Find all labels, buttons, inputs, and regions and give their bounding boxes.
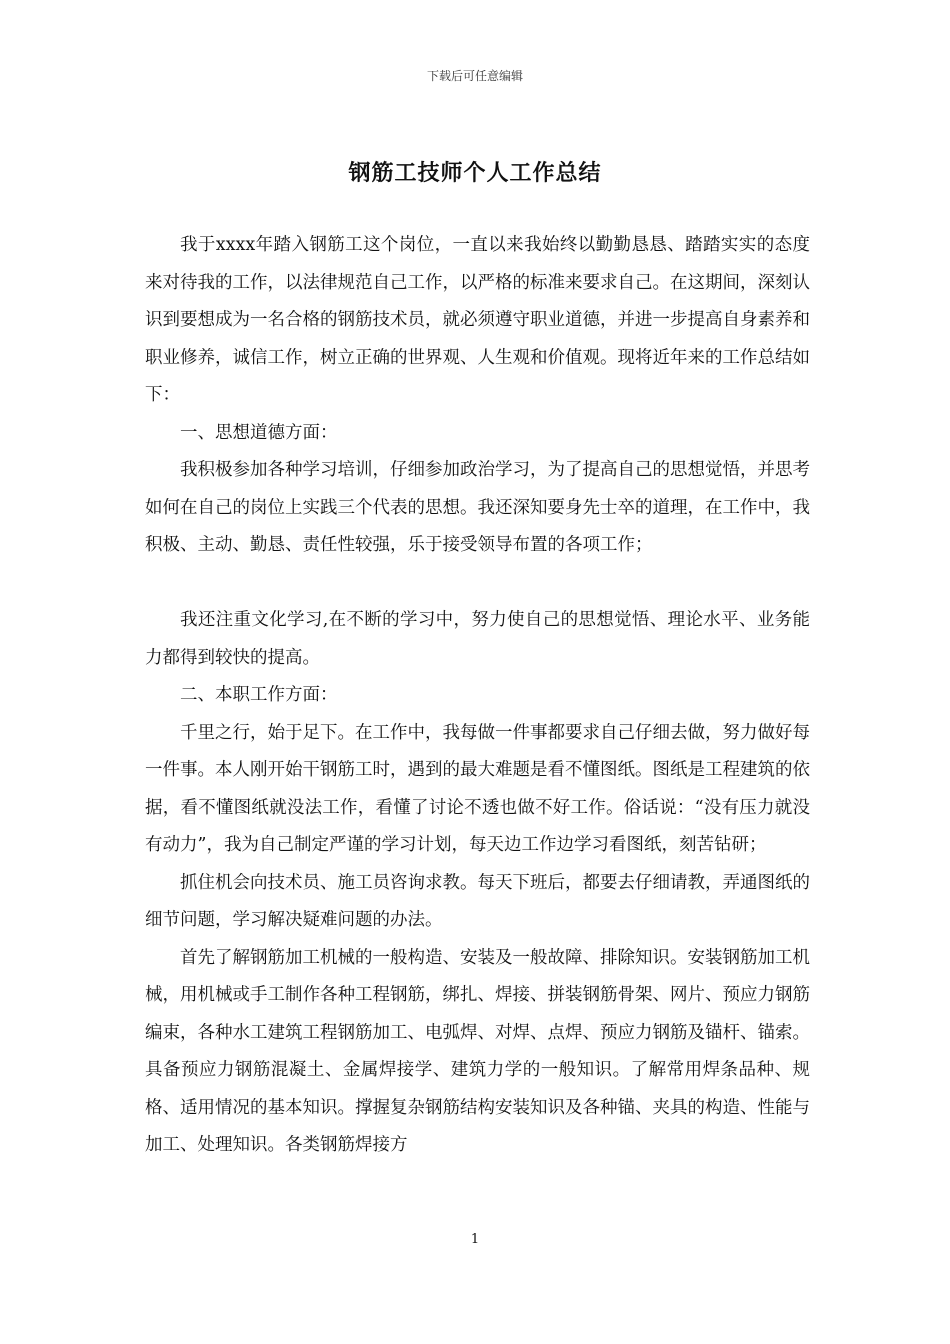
page-number: 1 — [470, 1232, 480, 1247]
paragraph-skills: 首先了解钢筋加工机械的一般构造、安装及一般故障、排除知识。安装钢筋加工机械，用机械或手工制作各种工程钢筋，绑扎、焊接、拼装钢筋骨架、网片、预应力钢筋编束，各种水工建筑工程钢筋加工、电弧焊、对焊、点焊、预应力钢筋及锚杆、锚索。具备预应力钢筋混凝土、金属焊接学、建筑力学的一般知识。了解常用焊条品种、规格、适用情况的基本知识。撑握复杂钢筋结构安装知识及各种锚、夹具的构造、性能与加工、处理知识。各类钢筋焊接方 — [145, 947, 810, 1155]
paragraph-intro: 我于xxxx年踏入钢筋工这个岗位，一直以来我始终以勤勤恳恳、踏踏实实的态度来对待我的工作，以法律规范自己工作，以严格的标准来要求自己。在这期间，深刻认识到要想成为一名合格的钢筋技术员，就必须遵守职业道德，并进一步提高自身素养和职业修养，诚信工作，树立正确的世界观、人生观和价值观。现将近年来的工作总结如下： — [145, 235, 810, 405]
paragraph-work: 千里之行，始于足下。在工作中，我每做一件事都要求自己仔细去做，努力做好每一件事。本人刚开始干钢筋工时，遇到的最大难题是看不懂图纸。图纸是工程建筑的依据，看不懂图纸就没法工作，看懂了讨论不透也做不好工作。俗话说：“没有压力就没有动力”，我为自己制定严谨的学习计划，每天边工作边学习看图纸，刻苦钻研； — [145, 722, 810, 855]
paragraph-moral: 我积极参加各种学习培训，仔细参加政治学习，为了提高自己的思想觉悟，并思考如何在自己的岗位上实践三个代表的思想。我还深知要身先士卒的道理，在工作中，我积极、主动、勤恳、责任性较强，乐于接受领导布置的各项工作； — [145, 460, 810, 555]
section-heading-moral: 一、思想道德方面： — [180, 422, 338, 443]
document-title: 钢筋工技师个人工作总结 — [348, 160, 602, 186]
paragraph-study: 我还注重文化学习,在不断的学习中，努力使自己的思想觉悟、理论水平、业务能力都得到较快的提高。 — [145, 610, 810, 668]
section-heading-work: 二、本职工作方面： — [180, 685, 338, 705]
document-body — [145, 227, 810, 1165]
paragraph-consult: 抓住机会向技术员、施工员咨询求教。每天下班后，都要去仔细请教，弄通图纸的细节问题，学习解决疑难问题的办法。 — [145, 872, 810, 930]
header-note: 下载后可任意编辑 — [426, 69, 523, 83]
